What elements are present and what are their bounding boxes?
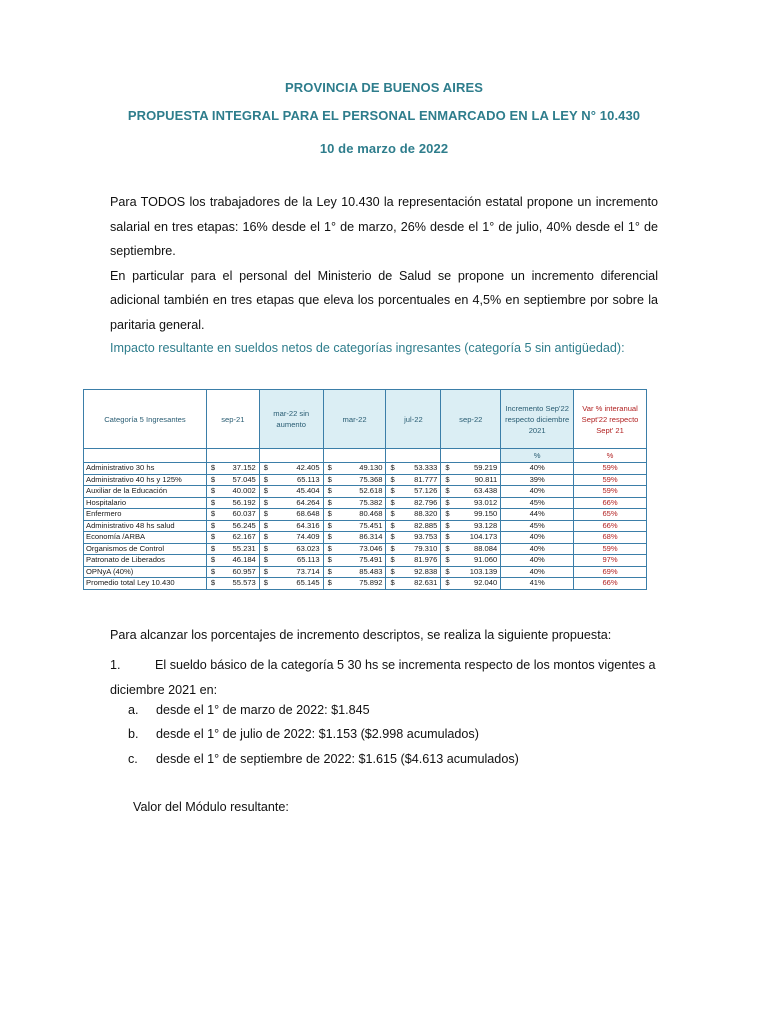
currency-symbol: $ — [263, 520, 269, 530]
currency-symbol: $ — [327, 532, 332, 542]
currency-symbol: $ — [327, 486, 332, 496]
cell-var-interanual: 69% — [574, 566, 647, 578]
proposal-title: PROPUESTA INTEGRAL PARA EL PERSONAL ENMARCADO EN LA LEY N° 10.430 — [127, 108, 641, 123]
cell-jul22 — [386, 555, 441, 567]
table-row — [84, 543, 647, 555]
subitem-letter: a. — [128, 703, 139, 717]
cell-mar22-sin — [259, 532, 323, 544]
cell-value: 56.192 — [232, 497, 256, 507]
cell-value: 82.631 — [414, 578, 438, 588]
cell-mar22 — [323, 463, 386, 475]
currency-symbol: $ — [445, 486, 450, 496]
cell-value: 79.310 — [414, 543, 438, 553]
currency-symbol: $ — [210, 486, 216, 496]
currency-symbol: $ — [263, 566, 269, 576]
total-row — [84, 578, 647, 590]
unit-increment: % — [501, 449, 574, 463]
currency-symbol: $ — [390, 497, 395, 507]
cell-category: OPNyA (40%) — [84, 566, 207, 578]
currency-symbol: $ — [390, 532, 395, 542]
cell-value: 81.777 — [414, 474, 438, 484]
cell-sep21 — [206, 578, 259, 590]
currency-symbol: $ — [263, 555, 269, 565]
currency-symbol: $ — [327, 509, 332, 519]
cell-sep22 — [441, 486, 501, 498]
cell-var-interanual: 66% — [574, 520, 647, 532]
unit-row — [84, 449, 647, 463]
cell-value: 88.320 — [414, 509, 438, 519]
province-heading: PROVINCIA DE BUENOS AIRES — [284, 80, 483, 95]
subitem-letter: c. — [128, 752, 138, 766]
cell-value: 92.040 — [474, 578, 498, 588]
header-var-interanual: Var % interanual Sept'22 respecto Sept' 21 — [574, 390, 647, 449]
cell-category: Administrativo 40 hs y 125% — [84, 474, 207, 486]
cell-jul22 — [386, 463, 441, 475]
cell-value: 75.368 — [359, 474, 383, 484]
cell-category: Enfermero — [84, 509, 207, 521]
subitem-letter: b. — [128, 727, 139, 741]
currency-symbol: $ — [263, 486, 269, 496]
currency-symbol: $ — [390, 509, 395, 519]
cell-jul22 — [386, 520, 441, 532]
currency-symbol: $ — [390, 520, 395, 530]
currency-symbol: $ — [327, 463, 332, 473]
intro-paragraph-health: En particular para el personal del Ministerio de Salud se propone un incremento diferencial adicional también en tres etapas que eleva los porcentuales en 4,5% en septiembre por sobre la paritaria general. — [110, 268, 658, 332]
table-row — [84, 555, 647, 567]
currency-symbol: $ — [263, 474, 269, 484]
currency-symbol: $ — [445, 474, 450, 484]
cell-value: 42.405 — [296, 463, 320, 473]
cell-value: 92.838 — [414, 566, 438, 576]
cell-sep21 — [206, 509, 259, 521]
table-row — [84, 566, 647, 578]
cell-value: 90.811 — [474, 474, 498, 484]
cell-mar22-sin — [259, 520, 323, 532]
currency-symbol: $ — [327, 543, 332, 553]
currency-symbol: $ — [263, 509, 269, 519]
currency-symbol: $ — [445, 566, 450, 576]
cell-value: 57.126 — [414, 486, 438, 496]
cell-sep21 — [206, 566, 259, 578]
currency-symbol: $ — [210, 463, 216, 473]
proposal-item-1 — [110, 653, 658, 702]
cell-sep21 — [206, 463, 259, 475]
cell-mar22-sin — [259, 566, 323, 578]
header-mar22-sin-aumento: mar-22 sin aumento — [259, 390, 323, 449]
cell-sep22 — [441, 497, 501, 509]
cell-sep22 — [441, 532, 501, 544]
cell-mar22-sin — [259, 474, 323, 486]
cell-mar22 — [323, 543, 386, 555]
currency-symbol: $ — [210, 566, 216, 576]
subitem-a — [128, 703, 370, 717]
intro-text — [110, 190, 658, 337]
currency-symbol: $ — [210, 520, 216, 530]
item-1-number: 1. — [110, 658, 121, 672]
cell-value: 40.002 — [232, 486, 256, 496]
cell-value: 99.150 — [474, 509, 498, 519]
table-row — [84, 520, 647, 532]
cell-value: 86.314 — [359, 532, 383, 542]
cell-value: 82.796 — [414, 497, 438, 507]
intro-paragraph-general: Para TODOS los trabajadores de la Ley 10.430 la representación estatal propone un incremento salarial en tres etapas: 16% desde el 1° de marzo, 26% desde el 1° de julio, 40% desde el 1° de septiembre. — [110, 195, 658, 258]
cell-value: 104.173 — [469, 532, 498, 542]
cell-value: 55.231 — [232, 543, 256, 553]
cell-sep22 — [441, 578, 501, 590]
cell-value: 65.113 — [296, 555, 320, 565]
impact-subheading: Impacto resultante en sueldos netos de categorías ingresantes (categoría 5 sin antigüedad): — [110, 341, 625, 355]
subitem-b — [128, 727, 479, 741]
item-1-text: El sueldo básico de la categoría 5 30 hs se incrementa respecto de los montos vigentes a diciembre 2021 en: — [110, 658, 656, 697]
cell-category: Organismos de Control — [84, 543, 207, 555]
cell-category: Patronato de Liberados — [84, 555, 207, 567]
currency-symbol: $ — [210, 578, 216, 588]
document-date: 10 de marzo de 2022 — [319, 141, 449, 156]
cell-mar22 — [323, 497, 386, 509]
cell-value: 75.892 — [359, 578, 383, 588]
cell-increment: 44% — [501, 509, 574, 521]
cell-sep21 — [206, 532, 259, 544]
cell-jul22 — [386, 497, 441, 509]
cell-value: 56.245 — [232, 520, 256, 530]
cell-value: 64.264 — [296, 497, 320, 507]
cell-mar22-sin — [259, 578, 323, 590]
cell-var-interanual: 59% — [574, 486, 647, 498]
currency-symbol: $ — [390, 474, 395, 484]
cell-value: 91.060 — [474, 555, 498, 565]
currency-symbol: $ — [327, 520, 332, 530]
cell-increment: 41% — [501, 578, 574, 590]
cell-value: 62.167 — [232, 532, 256, 542]
cell-value: 63.438 — [474, 486, 498, 496]
cell-value: 103.139 — [469, 566, 498, 576]
table-row — [84, 474, 647, 486]
currency-symbol: $ — [263, 578, 269, 588]
cell-jul22 — [386, 486, 441, 498]
cell-mar22 — [323, 532, 386, 544]
cell-var-interanual: 97% — [574, 555, 647, 567]
cell-sep21 — [206, 543, 259, 555]
cell-value: 81.976 — [414, 555, 438, 565]
cell-var-interanual: 66% — [574, 578, 647, 590]
currency-symbol: $ — [445, 532, 450, 542]
cell-value: 55.573 — [232, 578, 256, 588]
header-category: Categoría 5 Ingresantes — [84, 390, 207, 449]
cell-var-interanual: 66% — [574, 497, 647, 509]
currency-symbol: $ — [445, 497, 450, 507]
cell-increment: 39% — [501, 474, 574, 486]
cell-value: 64.316 — [296, 520, 320, 530]
cell-mar22 — [323, 578, 386, 590]
cell-sep21 — [206, 555, 259, 567]
table-row — [84, 463, 647, 475]
cell-sep22 — [441, 463, 501, 475]
cell-increment: 40% — [501, 543, 574, 555]
header-sep21: sep-21 — [206, 390, 259, 449]
currency-symbol: $ — [263, 543, 269, 553]
currency-symbol: $ — [210, 555, 216, 565]
cell-sep22 — [441, 474, 501, 486]
header-sep22: sep-22 — [441, 390, 501, 449]
currency-symbol: $ — [390, 578, 395, 588]
currency-symbol: $ — [445, 543, 450, 553]
cell-sep21 — [206, 486, 259, 498]
cell-value: 82.885 — [414, 520, 438, 530]
currency-symbol: $ — [210, 532, 216, 542]
cell-var-interanual: 59% — [574, 543, 647, 555]
cell-category: Economía /ARBA — [84, 532, 207, 544]
table-row — [84, 497, 647, 509]
currency-symbol: $ — [263, 497, 269, 507]
cell-var-interanual: 59% — [574, 474, 647, 486]
cell-jul22 — [386, 474, 441, 486]
cell-value: 73.714 — [296, 566, 320, 576]
currency-symbol: $ — [390, 543, 395, 553]
cell-increment: 40% — [501, 566, 574, 578]
cell-mar22-sin — [259, 555, 323, 567]
header-increment: Incremento Sep'22 respecto diciembre 2021 — [501, 390, 574, 449]
cell-mar22 — [323, 509, 386, 521]
cell-value: 88.084 — [474, 543, 498, 553]
cell-mar22 — [323, 474, 386, 486]
currency-symbol: $ — [445, 463, 450, 473]
currency-symbol: $ — [327, 474, 332, 484]
subitem-text: desde el 1° de septiembre de 2022: $1.615 ($4.613 acumulados) — [156, 752, 519, 766]
cell-value: 93.012 — [474, 497, 498, 507]
currency-symbol: $ — [210, 474, 216, 484]
currency-symbol: $ — [445, 520, 450, 530]
cell-sep22 — [441, 566, 501, 578]
cell-value: 68.648 — [296, 509, 320, 519]
currency-symbol: $ — [327, 555, 332, 565]
cell-jul22 — [386, 532, 441, 544]
cell-value: 65.145 — [296, 578, 320, 588]
cell-value: 65.113 — [296, 474, 320, 484]
module-value-label: Valor del Módulo resultante: — [133, 800, 289, 814]
currency-symbol: $ — [390, 486, 395, 496]
cell-value: 52.618 — [359, 486, 383, 496]
currency-symbol: $ — [390, 566, 395, 576]
cell-jul22 — [386, 578, 441, 590]
cell-category: Auxiliar de la Educación — [84, 486, 207, 498]
cell-sep22 — [441, 520, 501, 532]
currency-symbol: $ — [445, 509, 450, 519]
salary-impact-table — [83, 389, 647, 590]
cell-var-interanual: 65% — [574, 509, 647, 521]
cell-category: Hospitalario — [84, 497, 207, 509]
cell-sep21 — [206, 474, 259, 486]
currency-symbol: $ — [327, 566, 332, 576]
cell-jul22 — [386, 566, 441, 578]
cell-jul22 — [386, 509, 441, 521]
header-mar22: mar-22 — [323, 390, 386, 449]
cell-mar22 — [323, 486, 386, 498]
cell-increment: 45% — [501, 497, 574, 509]
cell-value: 93.753 — [414, 532, 438, 542]
cell-value: 73.046 — [359, 543, 383, 553]
cell-increment: 40% — [501, 532, 574, 544]
cell-mar22-sin — [259, 486, 323, 498]
cell-sep22 — [441, 555, 501, 567]
cell-var-interanual: 68% — [574, 532, 647, 544]
currency-symbol: $ — [327, 497, 332, 507]
cell-value: 59.219 — [474, 463, 498, 473]
cell-value: 75.382 — [359, 497, 383, 507]
cell-sep21 — [206, 497, 259, 509]
cell-increment: 40% — [501, 555, 574, 567]
cell-increment: 45% — [501, 520, 574, 532]
cell-value: 75.491 — [359, 555, 383, 565]
cell-mar22-sin — [259, 463, 323, 475]
subitem-text: desde el 1° de marzo de 2022: $1.845 — [156, 703, 370, 717]
cell-value: 93.128 — [474, 520, 498, 530]
cell-jul22 — [386, 543, 441, 555]
cell-mar22 — [323, 520, 386, 532]
currency-symbol: $ — [210, 497, 216, 507]
cell-mar22-sin — [259, 497, 323, 509]
cell-var-interanual: 59% — [574, 463, 647, 475]
cell-category: Promedio total Ley 10.430 — [84, 578, 207, 590]
cell-value: 49.130 — [359, 463, 383, 473]
cell-sep22 — [441, 543, 501, 555]
table-row — [84, 486, 647, 498]
cell-value: 80.468 — [359, 509, 383, 519]
cell-sep21 — [206, 520, 259, 532]
cell-sep22 — [441, 509, 501, 521]
currency-symbol: $ — [390, 463, 395, 473]
currency-symbol: $ — [210, 543, 216, 553]
table-row — [84, 509, 647, 521]
currency-symbol: $ — [445, 555, 450, 565]
cell-value: 75.451 — [359, 520, 383, 530]
cell-increment: 40% — [501, 463, 574, 475]
currency-symbol: $ — [445, 578, 450, 588]
header-jul22: jul-22 — [386, 390, 441, 449]
cell-value: 45.404 — [296, 486, 320, 496]
subitem-c — [128, 752, 519, 766]
cell-mar22-sin — [259, 509, 323, 521]
subitem-text: desde el 1° de julio de 2022: $1.153 ($2.998 acumulados) — [156, 727, 479, 741]
currency-symbol: $ — [327, 578, 332, 588]
currency-symbol: $ — [390, 555, 395, 565]
cell-value: 63.023 — [296, 543, 320, 553]
currency-symbol: $ — [210, 509, 216, 519]
cell-value: 74.409 — [296, 532, 320, 542]
cell-increment: 40% — [501, 486, 574, 498]
cell-value: 60.037 — [232, 509, 256, 519]
proposal-intro: Para alcanzar los porcentajes de incremento descriptos, se realiza la siguiente propuesta: — [110, 628, 612, 642]
currency-symbol: $ — [263, 532, 269, 542]
table-row — [84, 532, 647, 544]
unit-var-interanual: % — [574, 449, 647, 463]
cell-mar22 — [323, 566, 386, 578]
currency-symbol: $ — [263, 463, 269, 473]
cell-category: Administrativo 48 hs salud — [84, 520, 207, 532]
cell-value: 57.045 — [232, 474, 256, 484]
cell-value: 60.957 — [232, 566, 256, 576]
cell-value: 46.184 — [232, 555, 256, 565]
cell-value: 53.333 — [414, 463, 438, 473]
cell-category: Administrativo 30 hs — [84, 463, 207, 475]
cell-value: 37.152 — [232, 463, 256, 473]
cell-value: 85.483 — [359, 566, 383, 576]
cell-mar22 — [323, 555, 386, 567]
cell-mar22-sin — [259, 543, 323, 555]
